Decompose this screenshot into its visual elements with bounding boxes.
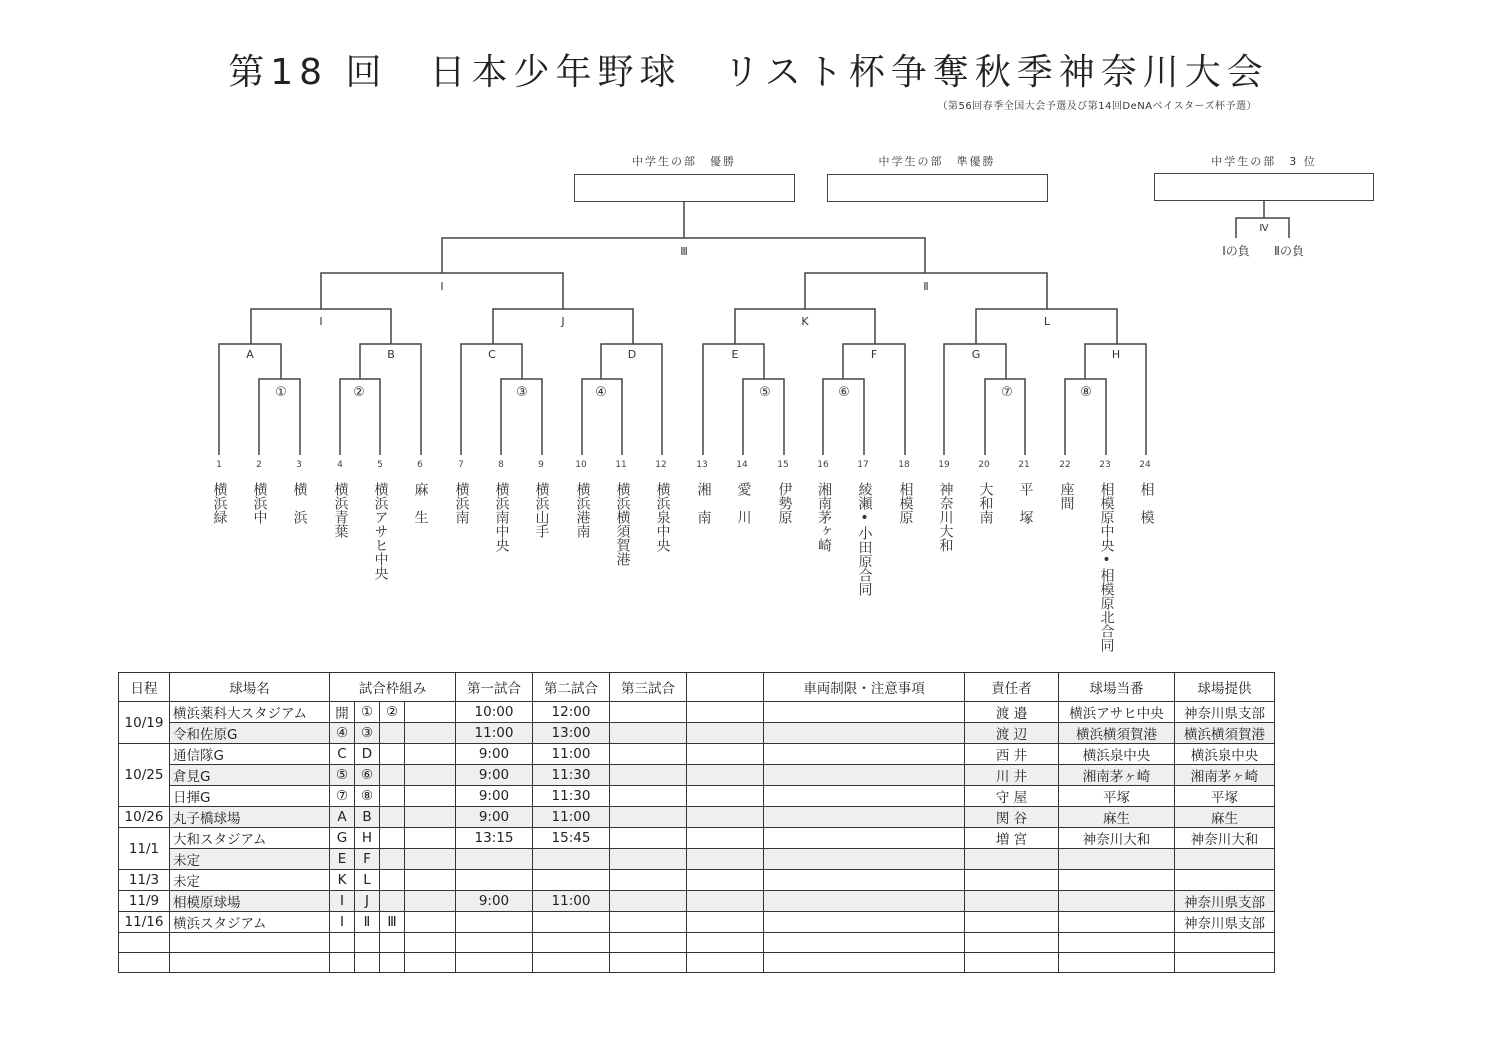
round2-label-h: H xyxy=(1111,348,1121,361)
match-cell xyxy=(405,765,456,786)
table-row xyxy=(119,933,1275,953)
round1-label-8: ⑧ xyxy=(1080,385,1092,400)
match-cell xyxy=(355,953,380,973)
provider-cell xyxy=(1175,933,1275,953)
match-cell xyxy=(405,828,456,849)
table-row xyxy=(119,891,1275,912)
match-cell: 開 xyxy=(330,702,355,723)
game3-time xyxy=(610,765,687,786)
date-cell: 11/3 xyxy=(119,870,170,891)
round2-label-e: E xyxy=(731,348,739,361)
team-number: 14 xyxy=(736,460,748,470)
lead-cell: 守 屋 xyxy=(965,786,1059,807)
match-cell xyxy=(405,953,456,973)
match-cell xyxy=(405,702,456,723)
date-cell xyxy=(119,933,170,953)
match-cell xyxy=(330,933,355,953)
game3-time xyxy=(610,870,687,891)
blank-cell xyxy=(687,744,764,765)
match-cell xyxy=(355,933,380,953)
match-cell: ⑦ xyxy=(330,786,355,807)
game1-time xyxy=(456,912,533,933)
quarter-label-l: L xyxy=(1043,315,1051,328)
team-name: 横浜緑 xyxy=(211,482,228,524)
team-name: 横浜南中央 xyxy=(493,482,510,552)
game3-time xyxy=(610,953,687,973)
provider-cell: 神奈川県支部 xyxy=(1175,891,1275,912)
table-header-row xyxy=(119,673,1275,702)
notes-cell xyxy=(764,702,965,723)
match-cell xyxy=(380,786,405,807)
team-number: 5 xyxy=(377,460,383,470)
venue-cell: 未定 xyxy=(170,849,330,870)
match-cell: Ⅱ xyxy=(355,912,380,933)
lead-cell xyxy=(965,912,1059,933)
game2-time xyxy=(533,870,610,891)
venue-cell: 日揮G xyxy=(170,786,330,807)
header-date: 日程 xyxy=(119,673,170,702)
team-number: 16 xyxy=(817,460,829,470)
table-row xyxy=(119,953,1275,973)
notes-cell xyxy=(764,786,965,807)
game2-time: 12:00 xyxy=(533,702,610,723)
venue-cell: 通信隊G xyxy=(170,744,330,765)
game3-time xyxy=(610,744,687,765)
team-number: 17 xyxy=(857,460,869,470)
date-cell: 10/26 xyxy=(119,807,170,828)
match-cell xyxy=(380,828,405,849)
match-cell: ② xyxy=(380,702,405,723)
team-number: 10 xyxy=(575,460,587,470)
header-notes: 車両制限・注意事項 xyxy=(764,673,965,702)
notes-cell xyxy=(764,765,965,786)
third-place-right-label: Ⅱの負 xyxy=(1274,244,1304,258)
table-row xyxy=(119,807,1275,828)
third-place-label: 中学生の部 3 位 xyxy=(1211,155,1317,168)
match-cell: K xyxy=(330,870,355,891)
table-row xyxy=(119,849,1275,870)
match-cell xyxy=(405,912,456,933)
venue-cell: 倉見G xyxy=(170,765,330,786)
date-cell xyxy=(119,953,170,973)
team-number: 19 xyxy=(938,460,950,470)
game3-time xyxy=(610,849,687,870)
match-cell xyxy=(380,723,405,744)
table-row xyxy=(119,765,1275,786)
game1-time: 9:00 xyxy=(456,765,533,786)
team-name: 神奈川大和 xyxy=(937,482,954,552)
team-number: 1 xyxy=(216,460,222,470)
provider-cell: 平塚 xyxy=(1175,786,1275,807)
header-game1: 第一試合 xyxy=(456,673,533,702)
third-place-match-label: Ⅳ xyxy=(1259,223,1269,234)
header-game2: 第二試合 xyxy=(533,673,610,702)
team-name: 伊勢原 xyxy=(776,482,793,524)
lead-cell xyxy=(965,953,1059,973)
blank-cell xyxy=(687,765,764,786)
match-cell xyxy=(380,765,405,786)
team-name: 綾瀬•小田原合同 xyxy=(856,482,873,596)
match-cell: Ⅲ xyxy=(380,912,405,933)
team-number: 22 xyxy=(1059,460,1071,470)
duty-cell xyxy=(1059,953,1175,973)
notes-cell xyxy=(764,723,965,744)
table-row xyxy=(119,723,1275,744)
team-number: 8 xyxy=(498,460,504,470)
team-name: 大和南 xyxy=(977,482,994,524)
venue-cell: 令和佐原G xyxy=(170,723,330,744)
team-name: 愛 川 xyxy=(735,482,752,524)
match-cell: B xyxy=(355,807,380,828)
header-blank xyxy=(687,673,764,702)
table-row xyxy=(119,786,1275,807)
game2-time xyxy=(533,953,610,973)
duty-cell: 麻生 xyxy=(1059,807,1175,828)
venue-cell xyxy=(170,953,330,973)
blank-cell xyxy=(687,870,764,891)
match-cell xyxy=(330,953,355,973)
match-cell xyxy=(380,849,405,870)
duty-cell: 横浜アサヒ中央 xyxy=(1059,702,1175,723)
match-cell xyxy=(405,870,456,891)
header-lead: 責任者 xyxy=(965,673,1059,702)
game3-time xyxy=(610,912,687,933)
game1-time xyxy=(456,849,533,870)
third-place-left-label: Ⅰの負 xyxy=(1222,244,1250,258)
match-cell xyxy=(405,807,456,828)
provider-cell: 横浜横須賀港 xyxy=(1175,723,1275,744)
team-number: 20 xyxy=(978,460,990,470)
notes-cell xyxy=(764,744,965,765)
blank-cell xyxy=(687,807,764,828)
match-cell: C xyxy=(330,744,355,765)
game2-time: 11:30 xyxy=(533,786,610,807)
table-row xyxy=(119,828,1275,849)
provider-cell xyxy=(1175,953,1275,973)
blank-cell xyxy=(687,828,764,849)
venue-cell: 大和スタジアム xyxy=(170,828,330,849)
round1-label-1: ① xyxy=(275,385,287,400)
table-row xyxy=(119,702,1275,723)
team-name: 横浜横須賀港 xyxy=(614,482,631,566)
provider-cell: 横浜泉中央 xyxy=(1175,744,1275,765)
game1-time: 10:00 xyxy=(456,702,533,723)
game3-time xyxy=(610,723,687,744)
match-cell: G xyxy=(330,828,355,849)
provider-cell: 神奈川大和 xyxy=(1175,828,1275,849)
match-cell xyxy=(405,891,456,912)
lead-cell xyxy=(965,870,1059,891)
round1-label-2: ② xyxy=(353,385,365,400)
match-cell xyxy=(405,723,456,744)
duty-cell xyxy=(1059,933,1175,953)
round1-label-5: ⑤ xyxy=(759,385,771,400)
game3-time xyxy=(610,786,687,807)
blank-cell xyxy=(687,912,764,933)
quarter-label-j: J xyxy=(561,315,565,328)
notes-cell xyxy=(764,807,965,828)
round1-label-4: ④ xyxy=(595,385,607,400)
game1-time: 9:00 xyxy=(456,744,533,765)
team-number: 13 xyxy=(696,460,708,470)
provider-cell xyxy=(1175,849,1275,870)
match-cell xyxy=(405,786,456,807)
game2-time: 11:00 xyxy=(533,744,610,765)
team-number: 15 xyxy=(777,460,789,470)
schedule-table xyxy=(118,672,1275,973)
match-cell xyxy=(380,870,405,891)
round1-label-6: ⑥ xyxy=(838,385,850,400)
match-cell: J xyxy=(355,891,380,912)
game3-time xyxy=(610,807,687,828)
match-cell xyxy=(380,891,405,912)
lead-cell: 渡 辺 xyxy=(965,723,1059,744)
round1-label-3: ③ xyxy=(516,385,528,400)
lead-cell xyxy=(965,933,1059,953)
blank-cell xyxy=(687,933,764,953)
duty-cell xyxy=(1059,912,1175,933)
venue-cell: 相模原球場 xyxy=(170,891,330,912)
header-provider: 球場提供 xyxy=(1175,673,1275,702)
game3-time xyxy=(610,933,687,953)
game2-time: 11:00 xyxy=(533,891,610,912)
round2-label-b: B xyxy=(387,348,395,361)
notes-cell xyxy=(764,828,965,849)
round1-label-7: ⑦ xyxy=(1001,385,1013,400)
header-matchups: 試合枠組み xyxy=(330,673,456,702)
match-cell: D xyxy=(355,744,380,765)
match-cell: ① xyxy=(355,702,380,723)
lead-cell: 川 井 xyxy=(965,765,1059,786)
team-number: 4 xyxy=(337,460,343,470)
game2-time xyxy=(533,912,610,933)
team-name: 横浜中 xyxy=(251,482,268,524)
match-cell: L xyxy=(355,870,380,891)
quarter-label-i: I xyxy=(319,315,323,328)
date-cell: 10/19 xyxy=(119,702,170,744)
table-row xyxy=(119,870,1275,891)
lead-cell: 増 宮 xyxy=(965,828,1059,849)
team-name: 横浜港南 xyxy=(574,482,591,538)
duty-cell: 横浜横須賀港 xyxy=(1059,723,1175,744)
duty-cell xyxy=(1059,849,1175,870)
duty-cell: 湘南茅ヶ崎 xyxy=(1059,765,1175,786)
table-row xyxy=(119,744,1275,765)
notes-cell xyxy=(764,891,965,912)
round2-label-g: G xyxy=(971,348,981,361)
blank-cell xyxy=(687,723,764,744)
match-cell: ③ xyxy=(355,723,380,744)
blank-cell xyxy=(687,849,764,870)
game2-time xyxy=(533,849,610,870)
match-cell xyxy=(380,933,405,953)
team-number: 6 xyxy=(417,460,423,470)
team-number: 21 xyxy=(1018,460,1030,470)
date-cell: 11/1 xyxy=(119,828,170,870)
team-name: 相模原中央•相模原北合同 xyxy=(1098,482,1115,652)
game1-time xyxy=(456,933,533,953)
match-cell xyxy=(380,744,405,765)
team-name: 座間 xyxy=(1058,482,1075,510)
team-number: 12 xyxy=(655,460,667,470)
duty-cell xyxy=(1059,891,1175,912)
round2-label-a: A xyxy=(246,348,254,361)
date-cell: 10/25 xyxy=(119,744,170,807)
venue-cell: 横浜薬科大スタジアム xyxy=(170,702,330,723)
match-cell xyxy=(380,953,405,973)
team-name: 平 塚 xyxy=(1017,482,1034,524)
provider-cell: 湘南茅ヶ崎 xyxy=(1175,765,1275,786)
header-duty: 球場当番 xyxy=(1059,673,1175,702)
match-cell: E xyxy=(330,849,355,870)
match-cell: A xyxy=(330,807,355,828)
team-number: 7 xyxy=(458,460,464,470)
team-name: 横浜山手 xyxy=(533,482,550,538)
header-game3: 第三試合 xyxy=(610,673,687,702)
semi-label-2: Ⅱ xyxy=(923,280,929,293)
match-cell: ④ xyxy=(330,723,355,744)
team-name: 横浜泉中央 xyxy=(654,482,671,552)
lead-cell: 関 谷 xyxy=(965,807,1059,828)
team-number: 23 xyxy=(1099,460,1111,470)
lead-cell xyxy=(965,891,1059,912)
team-name: 横浜アサヒ中央 xyxy=(372,482,389,580)
game3-time xyxy=(610,702,687,723)
team-name: 相 模 xyxy=(1138,482,1155,524)
game2-time: 13:00 xyxy=(533,723,610,744)
blank-cell xyxy=(687,702,764,723)
team-name: 横 浜 xyxy=(291,482,308,524)
game1-time: 9:00 xyxy=(456,807,533,828)
team-number: 11 xyxy=(615,460,627,470)
page-title: 第18 回 日本少年野球 リスト杯争奪秋季神奈川大会 xyxy=(228,52,1269,93)
match-cell xyxy=(405,744,456,765)
header-venue: 球場名 xyxy=(170,673,330,702)
notes-cell xyxy=(764,953,965,973)
provider-cell: 麻生 xyxy=(1175,807,1275,828)
match-cell xyxy=(405,849,456,870)
blank-cell xyxy=(687,953,764,973)
match-cell: H xyxy=(355,828,380,849)
team-number: 18 xyxy=(898,460,910,470)
game1-time xyxy=(456,870,533,891)
duty-cell: 横浜泉中央 xyxy=(1059,744,1175,765)
page-subtitle: （第56回春季全国大会予選及び第14回DeNAベイスターズ杯予選） xyxy=(937,101,1257,112)
match-cell: ⑥ xyxy=(355,765,380,786)
lead-cell: 西 井 xyxy=(965,744,1059,765)
tournament-bracket xyxy=(0,0,1497,470)
semi-label-1: Ⅰ xyxy=(440,280,444,293)
game3-time xyxy=(610,828,687,849)
duty-cell: 平塚 xyxy=(1059,786,1175,807)
team-name: 横浜南 xyxy=(453,482,470,524)
round2-label-c: C xyxy=(488,348,496,361)
match-cell: I xyxy=(330,891,355,912)
game1-time: 9:00 xyxy=(456,786,533,807)
venue-cell: 横浜スタジアム xyxy=(170,912,330,933)
match-cell: Ⅰ xyxy=(330,912,355,933)
match-cell: ⑧ xyxy=(355,786,380,807)
date-cell: 11/9 xyxy=(119,891,170,912)
team-number: 3 xyxy=(296,460,302,470)
team-name: 湘 南 xyxy=(695,482,712,524)
provider-cell xyxy=(1175,870,1275,891)
provider-cell: 神奈川県支部 xyxy=(1175,912,1275,933)
lead-cell xyxy=(965,849,1059,870)
table-row xyxy=(119,912,1275,933)
game3-time xyxy=(610,891,687,912)
team-name: 麻 生 xyxy=(412,482,429,524)
venue-cell: 丸子橋球場 xyxy=(170,807,330,828)
game1-time: 13:15 xyxy=(456,828,533,849)
game1-time: 11:00 xyxy=(456,723,533,744)
notes-cell xyxy=(764,933,965,953)
quarter-label-k: K xyxy=(801,315,809,328)
team-name: 相模原 xyxy=(897,482,914,524)
final-label: Ⅲ xyxy=(680,245,688,258)
blank-cell xyxy=(687,891,764,912)
game2-time xyxy=(533,933,610,953)
duty-cell xyxy=(1059,870,1175,891)
duty-cell: 神奈川大和 xyxy=(1059,828,1175,849)
notes-cell xyxy=(764,870,965,891)
venue-cell: 未定 xyxy=(170,870,330,891)
notes-cell xyxy=(764,912,965,933)
blank-cell xyxy=(687,786,764,807)
date-cell: 11/16 xyxy=(119,912,170,933)
match-cell: ⑤ xyxy=(330,765,355,786)
game2-time: 11:30 xyxy=(533,765,610,786)
team-number: 2 xyxy=(256,460,262,470)
match-cell xyxy=(380,807,405,828)
lead-cell: 渡 邉 xyxy=(965,702,1059,723)
team-name: 横浜青葉 xyxy=(332,482,349,538)
team-number: 24 xyxy=(1139,460,1151,470)
match-cell: F xyxy=(355,849,380,870)
champion-label: 中学生の部 優勝 xyxy=(632,155,736,168)
runner-up-label: 中学生の部 準優勝 xyxy=(878,155,996,168)
game1-time: 9:00 xyxy=(456,891,533,912)
game2-time: 11:00 xyxy=(533,807,610,828)
game1-time xyxy=(456,953,533,973)
notes-cell xyxy=(764,849,965,870)
game2-time: 15:45 xyxy=(533,828,610,849)
team-name: 湘南茅ヶ崎 xyxy=(816,482,832,552)
match-cell xyxy=(405,933,456,953)
team-number: 9 xyxy=(538,460,544,470)
provider-cell: 神奈川県支部 xyxy=(1175,702,1275,723)
round2-label-d: D xyxy=(627,348,637,361)
round2-label-f: F xyxy=(870,348,878,361)
venue-cell xyxy=(170,933,330,953)
